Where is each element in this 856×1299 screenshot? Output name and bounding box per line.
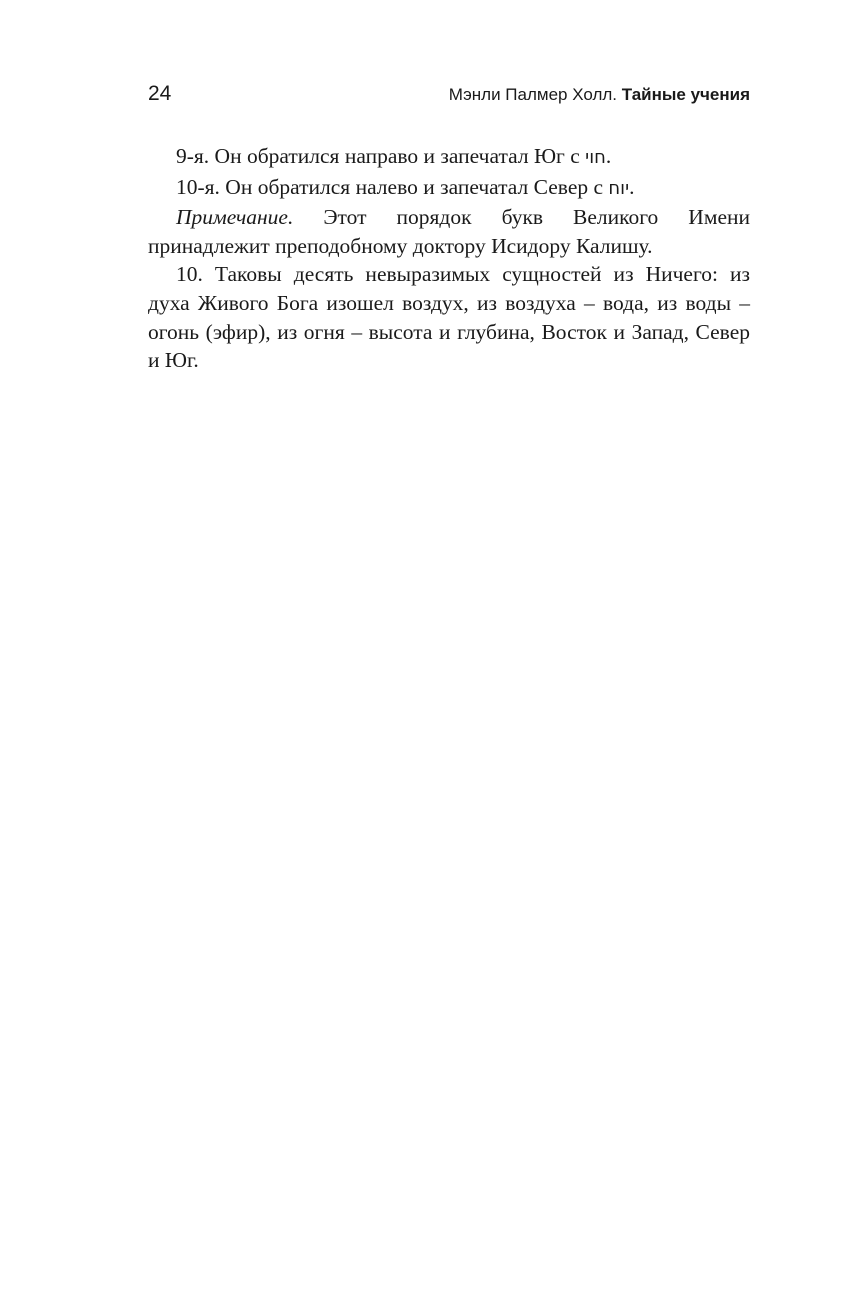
paragraph-ten-essences	[148, 260, 750, 374]
running-title	[449, 85, 750, 105]
page-body	[148, 142, 750, 375]
paragraph-text: 10. Таковы десять невыразимых сущностей из Ничего: из духа Живого Бога изошел воздух, из воздуха – вода, из воды – огонь (эфир), из огня – высота и глубина, Восток и Запад, Север и Юг.	[148, 262, 750, 373]
paragraph-note	[148, 203, 750, 260]
paragraph-9th-seal	[148, 142, 750, 173]
hebrew-letters: יוח	[608, 177, 630, 199]
page-number: 24	[148, 82, 172, 105]
running-header	[148, 82, 750, 112]
book-title: Тайные учения	[621, 85, 750, 104]
paragraph-end: .	[605, 144, 612, 168]
paragraph-text: 10-я. Он обратился налево и запечатал Север с	[176, 174, 604, 199]
paragraph-10th-seal	[148, 173, 750, 204]
note-label: Примечание.	[176, 205, 294, 230]
note-text: Этот порядок букв Великого Имени принадлежит преподобному доктору Исидору Калишу.	[148, 205, 750, 258]
author-name: Мэнли Палмер Холл.	[448, 85, 618, 104]
paragraph-end: .	[629, 174, 635, 199]
hebrew-letters: חוי	[585, 147, 606, 168]
paragraph-text: 9-я. Он обратился направо и запечатал Юг с	[176, 144, 580, 168]
